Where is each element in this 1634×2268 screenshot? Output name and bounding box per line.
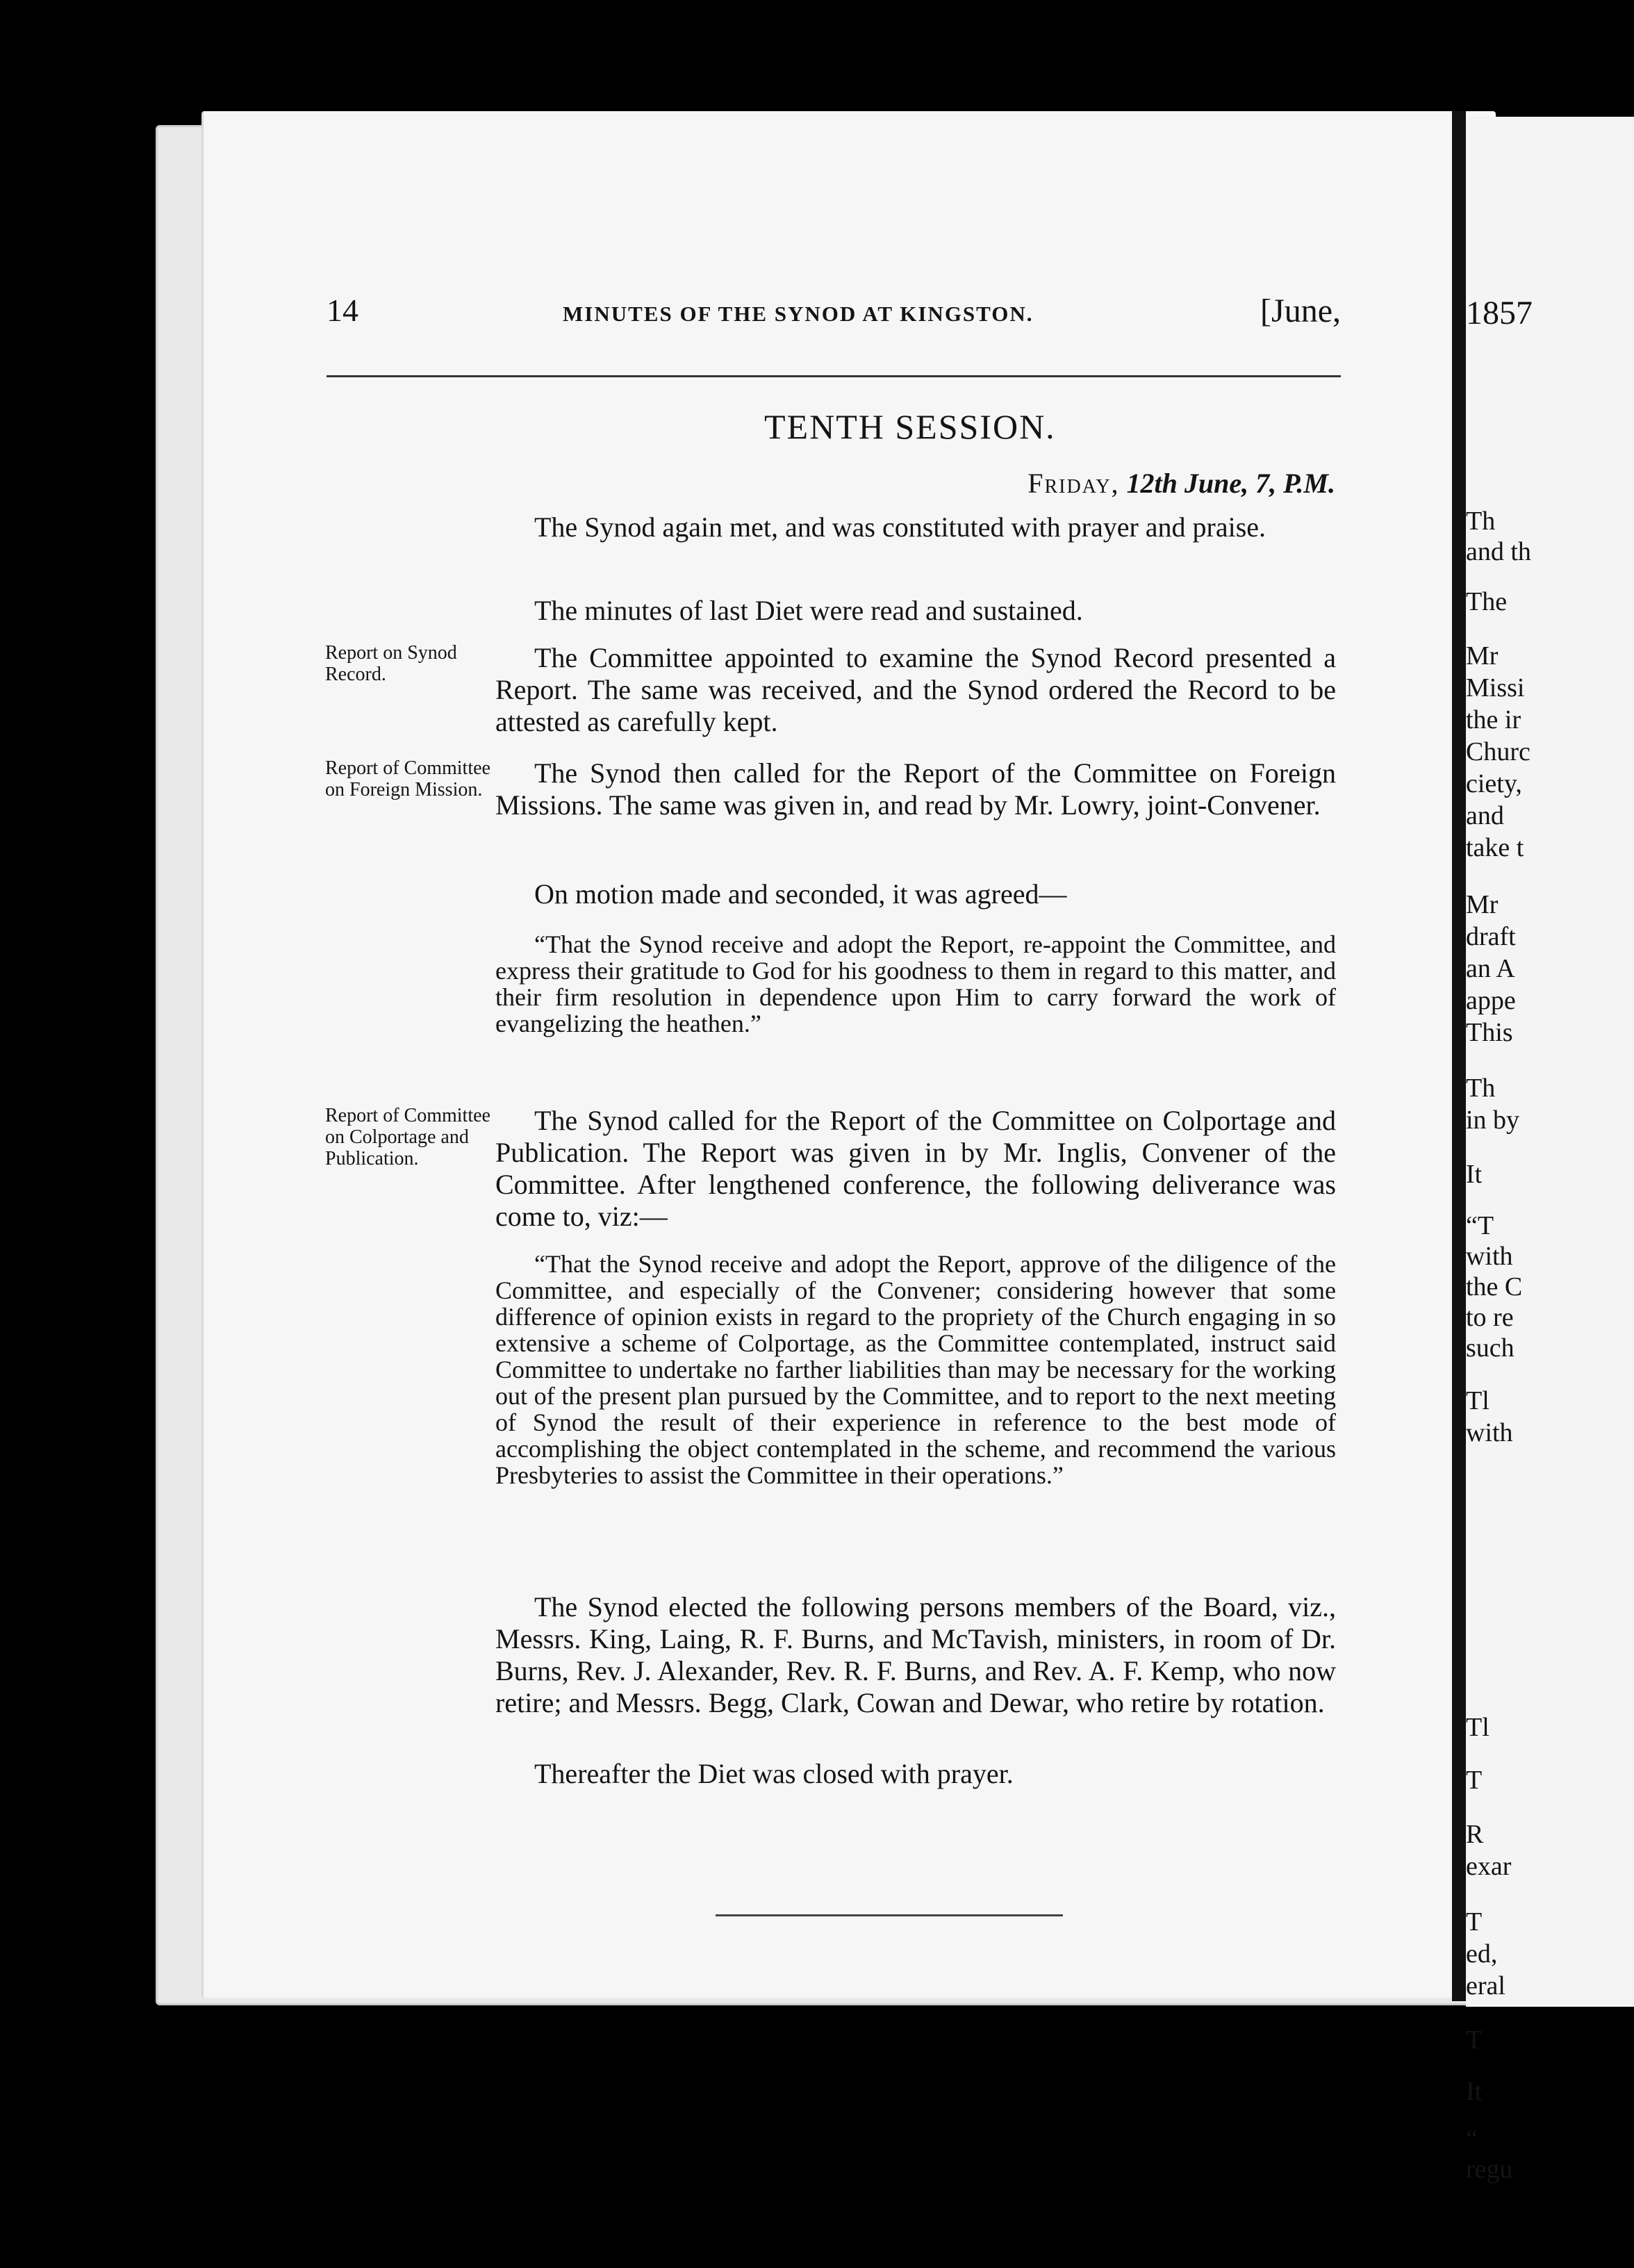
- closing-rule: [716, 1914, 1063, 1916]
- facing-page-line: This: [1466, 1018, 1513, 1047]
- session-date-time: 12th June, 7, P.M.: [1126, 468, 1335, 499]
- facing-page-line: The: [1466, 587, 1508, 616]
- quote-colportage-deliverance: “That the Synod receive and adopt the Report, approve of the diligence of the Committee, and especially of the Convener; considering however that some difference of opinion exists in regard to the propriety of the Church engaging in so extensive a scheme of Colportage, as the Committee contemplated, instruct said Committee to undertake no farther liabilities than may be necessary for the working out of the present plan pursued by the Committee, and to report to the next meeting of Synod the result of their experience in reference to the best mode of accomplishing the object contemplated in the scheme, and recommend the various Presbyteries to assist the Committee in their operations.”: [495, 1250, 1336, 1489]
- facing-page-header: 1857: [1466, 295, 1533, 331]
- facing-page-line: such: [1466, 1333, 1515, 1363]
- facing-page-line: an A: [1466, 954, 1515, 983]
- facing-page: [1466, 117, 1634, 2184]
- session-date: [1028, 467, 1335, 500]
- running-title: MINUTES OF THE SYNOD AT KINGSTON.: [563, 302, 1034, 326]
- facing-page-line: Tl: [1466, 1713, 1489, 1742]
- running-date: [June,: [1260, 293, 1341, 329]
- facing-page-line: It: [1466, 2077, 1483, 2106]
- facing-page-line: ed,: [1466, 1939, 1498, 1969]
- facing-page-line: in by: [1466, 1106, 1520, 1135]
- facing-page-line: Th: [1466, 507, 1496, 536]
- margin-note-colportage: Report of Committee on Colportage and Publication.: [325, 1105, 490, 1169]
- facing-page-line: “T: [1466, 1211, 1494, 1240]
- facing-page-line: take t: [1466, 833, 1524, 862]
- paragraph-constituted: The Synod again met, and was constituted with prayer and praise.: [534, 511, 1266, 543]
- book-gutter: [1452, 111, 1466, 2001]
- facing-page-line: with: [1466, 1242, 1513, 1271]
- facing-page-line: and th: [1466, 537, 1531, 566]
- facing-page-line: exar: [1466, 1852, 1512, 1881]
- facing-page-line: to re: [1466, 1303, 1514, 1332]
- facing-page-line: Mr: [1466, 890, 1499, 919]
- paragraph-foreign-missions: The Synod then called for the Report of the Committee on Foreign Missions. The same was given in, and read by Mr. Lowry, joint-Convener.: [495, 757, 1336, 821]
- paragraph-motion: On motion made and seconded, it was agreed—: [534, 878, 1067, 910]
- facing-page-line: ciety,: [1466, 769, 1522, 798]
- facing-page-line: with: [1466, 1418, 1513, 1447]
- facing-page-line: regu: [1466, 2155, 1513, 2184]
- facing-page-line: draft: [1466, 922, 1516, 951]
- session-day: Friday,: [1028, 468, 1120, 499]
- paragraph-board-election: The Synod elected the following persons members of the Board, viz., Messrs. King, Laing, R. F. Burns, and McTavish, ministers, in room of Dr. Burns, Rev. J. Alexander, Rev. R. F. Burns, and Rev. A. F. Kemp, who now retire; and Messrs. Begg, Clark, Cowan and Dewar, who retire by rotation.: [495, 1591, 1336, 1718]
- facing-page-line: “: [1466, 2124, 1478, 2153]
- quote-foreign-missions-resolution: “That the Synod receive and adopt the Report, re-appoint the Committee, and express their gratitude to God for his goodness to them in regard to this matter, and their firm resolution in dependence upon Him to carry forward the work of evangelizing the heathen.”: [495, 930, 1336, 1037]
- facing-page-line: R: [1466, 1820, 1484, 1849]
- facing-page-line: Missi: [1466, 673, 1525, 702]
- facing-page-line: T: [1466, 1766, 1483, 1795]
- facing-page-line: the ir: [1466, 705, 1521, 734]
- header-rule: [327, 375, 1341, 377]
- facing-page-line: Churc: [1466, 737, 1530, 766]
- facing-page-line: T: [1466, 2025, 1483, 2055]
- margin-note-foreign-mission: Report of Committee on Foreign Mission.: [325, 757, 490, 800]
- facing-page-line: the C: [1466, 1272, 1523, 1301]
- facing-page-line: It: [1466, 1160, 1483, 1189]
- facing-page-line: Th: [1466, 1074, 1496, 1103]
- facing-page-line: and: [1466, 801, 1504, 830]
- paragraph-synod-record: The Committee appointed to examine the Synod Record presented a Report. The same was received, and the Synod ordered the Record to be attested as carefully kept.: [495, 642, 1336, 737]
- session-title: TENTH SESSION.: [764, 407, 1056, 446]
- facing-page-line: Tl: [1466, 1386, 1489, 1415]
- page-number: 14: [327, 293, 358, 328]
- facing-page-line: T: [1466, 1907, 1483, 1937]
- paragraph-minutes: The minutes of last Diet were read and sustained.: [534, 595, 1083, 626]
- facing-page-line: appe: [1466, 986, 1516, 1015]
- paragraph-closing: Thereafter the Diet was closed with prayer.: [534, 1758, 1014, 1789]
- page-header: [327, 292, 1341, 340]
- facing-page-line: Mr: [1466, 641, 1499, 671]
- margin-note-synod-record: Report on Synod Record.: [325, 642, 457, 685]
- facing-page-line: eral: [1466, 1971, 1505, 2000]
- paragraph-colportage: The Synod called for the Report of the Committee on Colportage and Publication. The Report was given in by Mr. Inglis, Convener of the Committee. After lengthened conference, the following deliverance was come to, viz:—: [495, 1105, 1336, 1232]
